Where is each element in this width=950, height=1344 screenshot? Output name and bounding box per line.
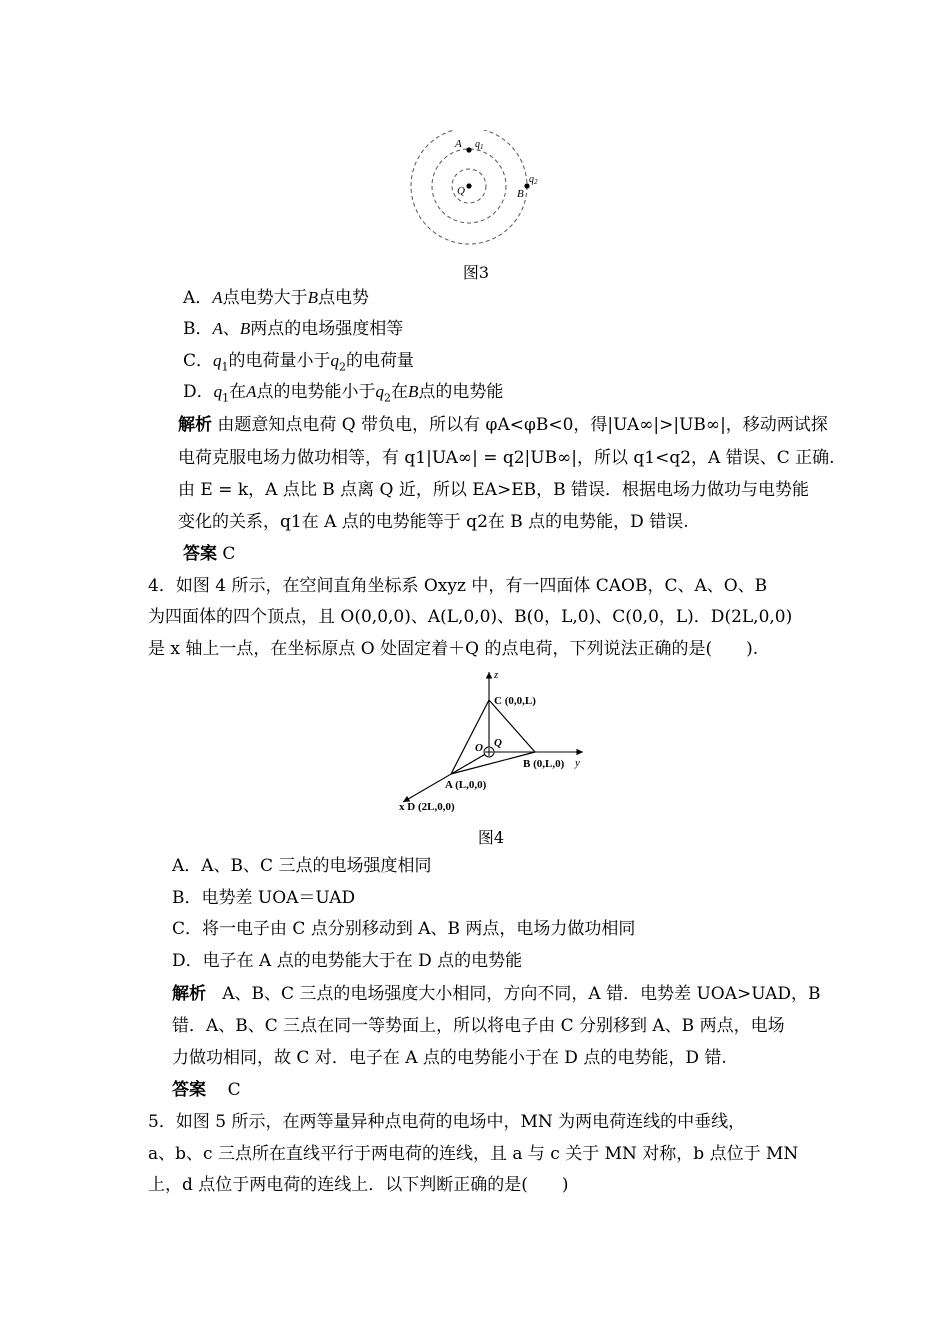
label-A: A [455,138,462,150]
q4-answer: 答案 C [172,1080,241,1100]
q4-stem-line-2: 为四面体的四个顶点，且 O(0,0,0)、A(L,0,0)、B(0，L,0)、C(0,0，L)．D(2L,0,0) [148,607,793,627]
q5-stem-line-3: 上，d 点位于两电荷的连线上．以下判断正确的是( ) [148,1175,569,1195]
label-Q: Q [494,737,502,749]
label-y: y [575,757,580,769]
q5-stem-line-2: a、b、c 三点所在直线平行于两电荷的连线，且 a 与 c 关于 MN 对称，b 点位于 MN [148,1144,799,1164]
q4-option-a: A．A、B、C 三点的电场强度相同 [172,856,432,876]
charge-Q-dot [466,183,471,188]
label-Q: Q [457,185,465,197]
label-D: x D (2L,0,0) [399,801,455,813]
label-B: B [517,188,524,200]
point-A-dot [466,147,471,152]
q3-answer: 答案 C [183,544,236,564]
q4-analysis-line-1: 解析 A、B、C 三点的电场强度大小相同，方向不同，A 错．电势差 UOA>UAD，B [172,984,821,1004]
q4-analysis-line-3: 力做功相同，故 C 对．电子在 A 点的电势能小于在 D 点的电势能，D 错. [172,1048,727,1068]
figure-4-caption: 图4 [477,828,505,847]
q3-option-a: A．A点电势大于B点电势 [183,288,370,308]
q4-stem-line-1: 4．如图 4 所示，在空间直角坐标系 Oxyz 中，有一四面体 CAOB，C、A、O、B [148,576,768,596]
q3-analysis-line-1: 解析 由题意知点电荷 Q 带负电，所以有 φA<φB<0，得|UA∞|>|UB∞|，移动两试探 [178,415,828,435]
q5-stem-line-1: 5．如图 5 所示，在两等量异种点电荷的电场中，MN 为两电荷连线的中垂线， [148,1112,746,1132]
q3-option-b: B．A、B两点的电场强度相等 [183,319,404,339]
label-q2: $q_2$ [529,174,538,186]
q4-analysis-line-2: 错．A、B、C 三点在同一等势面上，所以将电子由 C 分别移到 A、B 两点，电场 [172,1016,785,1036]
label-C: C (0,0,L) [494,695,536,707]
q3-analysis-line-4: 变化的关系，q1在 A 点的电势能等于 q2在 B 点的电势能，D 错误. [178,512,689,532]
figure-4-tetrahedron [395,666,595,816]
q4-stem-line-3: 是 x 轴上一点，在坐标原点 O 处固定着＋Q 的点电荷，下列说法正确的是( ). [148,639,759,659]
label-z: z [494,669,499,681]
q4-option-c: C．将一电子由 C 点分别移动到 A、B 两点，电场力做功相同 [172,919,636,939]
q3-analysis-line-2: 电荷克服电场力做功相等，有 q1|UA∞| = q2|UB∞|，所以 q1<q2，A 错误、C 正确. [178,448,835,468]
label-B: B (0,L,0) [523,758,565,770]
q4-option-d: D．电子在 A 点的电势能大于在 D 点的电势能 [172,951,523,971]
q3-option-c: C．$q_1$的电荷量小于$q_2$的电荷量 [183,351,415,374]
q3-option-d: D．$q_1$在A点的电势能小于$q_2$在B点的电势能 [183,382,504,405]
label-O: O [475,742,483,754]
q4-option-b: B．电势差 UOA＝UAD [172,888,356,908]
figure-3-caption: 图3 [462,263,490,282]
label-q1: $q_1$ [475,139,484,151]
label-A: A (L,0,0) [445,779,487,791]
q3-analysis-line-3: 由 E = k，A 点比 B 点离 Q 近，所以 EA>EB，B 错误．根据电场力做功与电势能 [178,480,810,500]
figure-3-concentric-circles [405,130,545,255]
